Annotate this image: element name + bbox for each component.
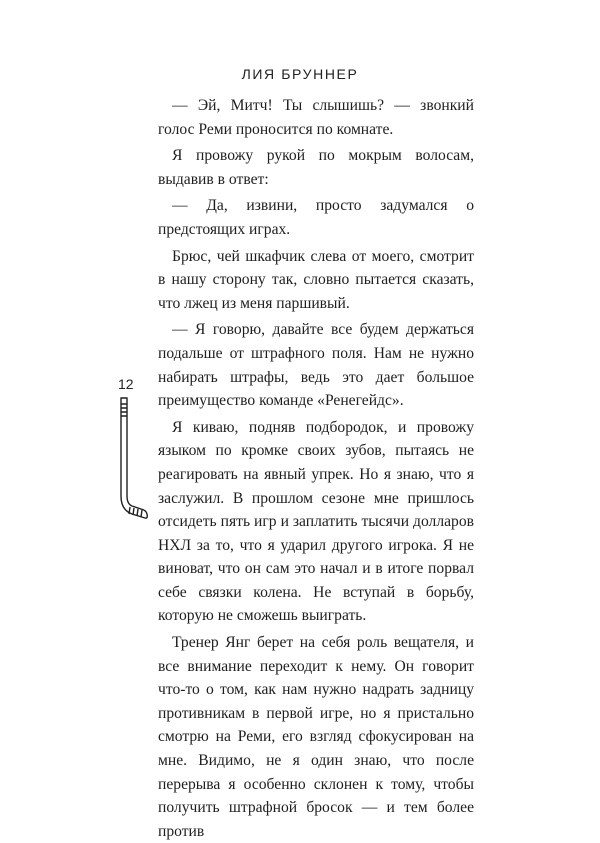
paragraph: Я киваю, подняв подбородок, и провожу языком по кромке своих зубов, пытаясь не реагировать на явный упрек. Но я знаю, что я заслужил. В прошлом сезоне мне пришлось отсидеть пять игр и заплатить тысячи долларов НХЛ за то, что я ударил другого игрока. Я не виноват, что он сам это начал и в итоге порвал себе связки колена. Не вступай в борьбу, которую не сможешь выиграть. bbox=[158, 418, 474, 625]
page-number: 12 bbox=[118, 376, 134, 392]
body-text bbox=[158, 94, 474, 843]
paragraph: — Да, извини, просто задумался о предстоящих играх. bbox=[158, 197, 474, 238]
paragraph: — Эй, Митч! Ты слышишь? — звонкий голос Реми проносится по комнате. bbox=[158, 97, 474, 138]
paragraph: — Я говорю, давайте все будем держаться подальше от штрафного поля. Нам не нужно набирать штрафы, ведь это дает большое преимущество команде «Ренегейдс». bbox=[158, 321, 474, 410]
paragraph: Я провожу рукой по мокрым волосам, выдавив в ответ: bbox=[158, 147, 474, 188]
running-header-author: ЛИЯ БРУННЕР bbox=[241, 66, 359, 82]
hockey-stick-icon bbox=[112, 396, 152, 526]
paragraph: Тренер Янг берет на себя роль вещателя, и все внимание переходит к нему. Он говорит что-то о том, как нам нужно надрать задницу противникам в первой игре, но я пристально смотрю на Реми, его взгляд сфокусирован на мне. Видимо, не я один знаю, что после перерыва я особенно склонен к тому, чтобы получить штрафной бросок — и тем более против bbox=[158, 634, 474, 840]
paragraph: Брюс, чей шкафчик слева от моего, смотрит в нашу сторону так, словно пытается сказать, что лжец из меня паршивый. bbox=[158, 247, 474, 312]
